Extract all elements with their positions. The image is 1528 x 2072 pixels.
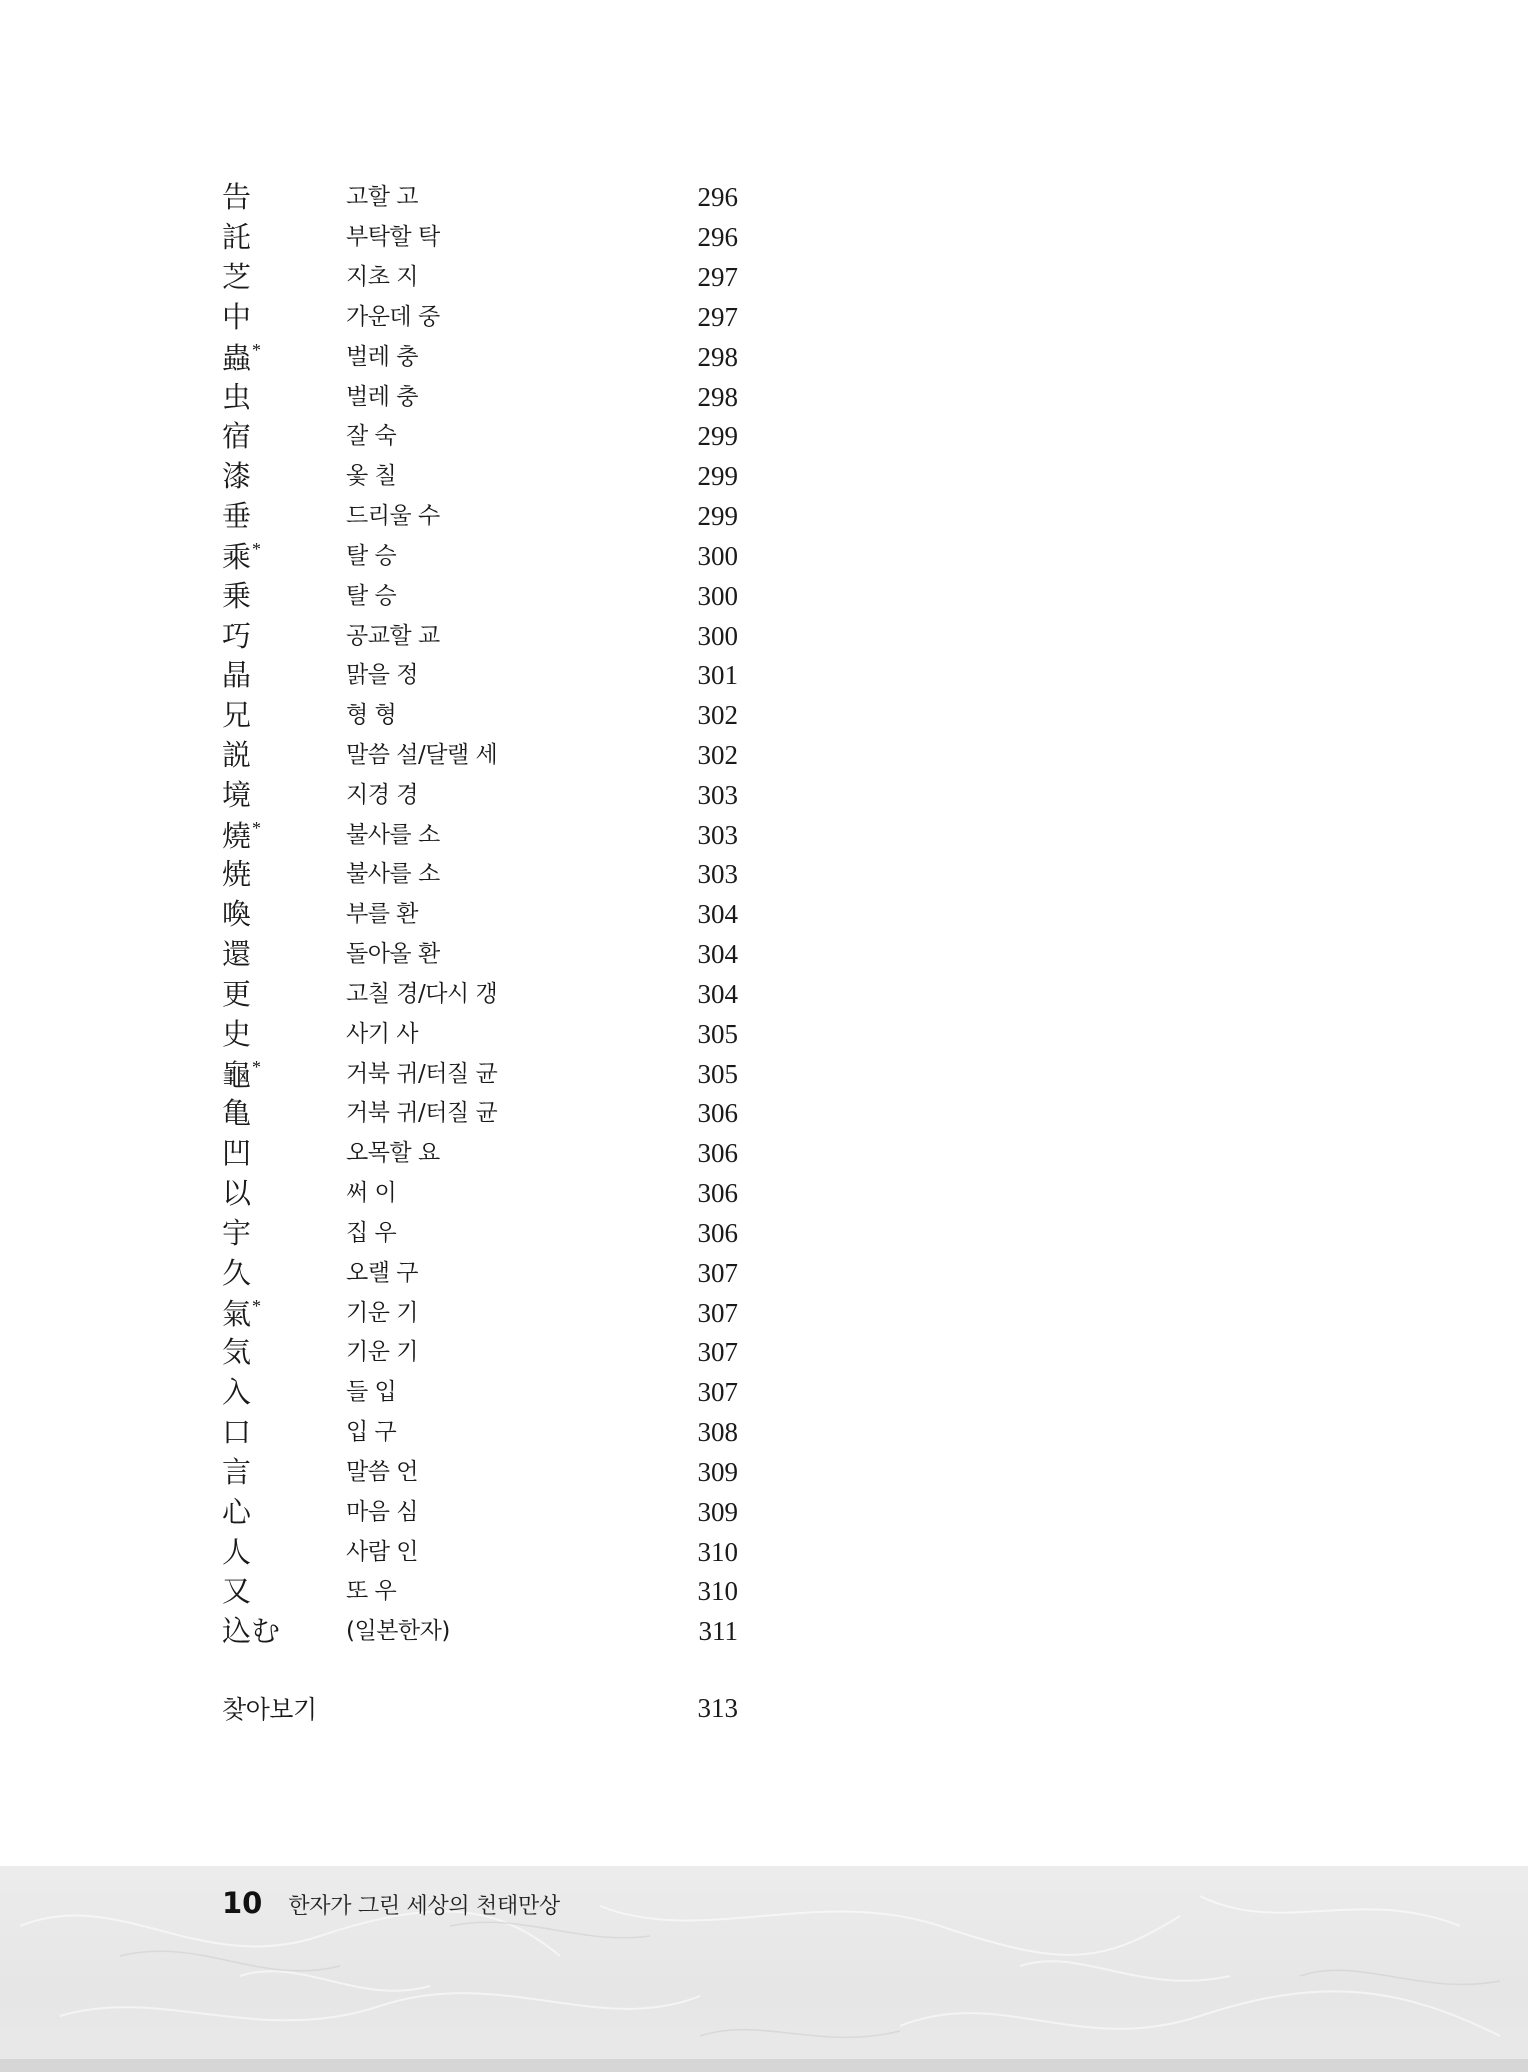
entry-hanja	[222, 1057, 346, 1093]
toc-entry	[222, 855, 738, 895]
entry-page-number: 304	[697, 939, 738, 970]
entry-hanja	[222, 777, 346, 812]
toc-entry	[222, 1054, 738, 1094]
entry-meaning: 거북 귀/터질 균	[346, 1100, 498, 1127]
entry-page-number: 310	[697, 1536, 738, 1567]
entry-hanja-char: 口	[222, 1415, 252, 1450]
entry-meaning: 말씀 설/달랠 세	[346, 742, 498, 768]
entry-hanja-char: 入	[222, 1375, 252, 1410]
entry-meaning: 사기 사	[346, 1020, 418, 1047]
entry-page-number: 298	[697, 341, 738, 372]
entry-hanja	[222, 1096, 346, 1131]
entry-hanja	[222, 1176, 346, 1211]
toc-entry	[222, 1492, 738, 1532]
entry-hanja-char: 乗	[222, 578, 252, 613]
entry-hanja	[222, 340, 346, 376]
entry-meaning: 오목할 요	[346, 1140, 440, 1167]
entry-hanja	[222, 1255, 346, 1290]
toc-list	[222, 178, 738, 1652]
entry-meaning: 지초 지	[346, 264, 418, 291]
entry-page-number: 296	[697, 222, 738, 253]
entry-hanja-char: 氣	[222, 1297, 252, 1332]
toc-entry	[222, 1373, 738, 1413]
entry-meaning: 벌레 충	[346, 343, 418, 370]
entry-hanja	[222, 1136, 346, 1171]
toc-entry	[222, 1094, 738, 1134]
entry-page-number: 311	[698, 1616, 738, 1647]
toc-entry	[222, 935, 738, 975]
entry-page-number: 303	[697, 779, 738, 810]
entry-meaning: 벌레 충	[346, 383, 418, 410]
index-page-number: 313	[697, 1692, 738, 1723]
entry-hanja	[222, 1534, 346, 1569]
toc-entry	[222, 1612, 738, 1652]
entry-meaning: 들 입	[346, 1379, 397, 1406]
toc-entry	[222, 457, 738, 497]
entry-meaning: 부탁할 탁	[346, 224, 440, 251]
entry-meaning: 탈 승	[346, 542, 397, 569]
entry-hanja-char: 兄	[222, 698, 252, 733]
entry-meaning: 가운데 중	[346, 303, 440, 330]
entry-meaning: 지경 경	[346, 781, 418, 808]
entry-hanja-char: 宿	[222, 419, 252, 454]
entry-hanja	[222, 1614, 346, 1649]
entry-page-number: 309	[697, 1456, 738, 1487]
entry-hanja	[222, 1375, 346, 1410]
entry-hanja	[222, 857, 346, 892]
toc-entry	[222, 218, 738, 258]
toc-entry	[222, 1134, 738, 1174]
entry-hanja-char: 還	[222, 937, 252, 972]
entry-page-number: 296	[697, 182, 738, 213]
index-label: 찾아보기	[222, 1695, 317, 1724]
entry-page-number: 297	[697, 262, 738, 293]
entry-page-number: 307	[697, 1337, 738, 1368]
entry-hanja-char: 巧	[222, 618, 252, 653]
entry-page-number: 305	[697, 1058, 738, 1089]
toc-entry	[222, 895, 738, 935]
toc-entry	[222, 576, 738, 616]
entry-page-number: 300	[697, 540, 738, 571]
entry-hanja-char: 託	[222, 220, 252, 255]
entry-meaning: 사람 인	[346, 1538, 418, 1565]
entry-asterisk: *	[252, 818, 262, 839]
entry-hanja	[222, 818, 346, 854]
toc-entry	[222, 178, 738, 218]
entry-page-number: 306	[697, 1138, 738, 1169]
entry-meaning: 기운 기	[346, 1339, 418, 1366]
entry-hanja-char: 垂	[222, 499, 252, 534]
entry-meaning: 입 구	[346, 1419, 397, 1446]
toc-entry	[222, 1293, 738, 1333]
toc-entry	[222, 775, 738, 815]
entry-meaning: 말씀 언	[346, 1458, 418, 1485]
toc-index-entry	[222, 1688, 738, 1728]
entry-hanja-char: 以	[222, 1176, 252, 1211]
entry-asterisk: *	[252, 539, 262, 560]
entry-hanja-char: 喚	[222, 897, 252, 932]
entry-meaning: 거북 귀/터질 균	[346, 1060, 498, 1087]
toc-entry	[222, 1014, 738, 1054]
entry-hanja-char: 気	[222, 1335, 252, 1370]
entry-hanja-char: 虫	[222, 379, 252, 414]
entry-hanja-char: 晶	[222, 658, 252, 693]
entry-hanja	[222, 220, 346, 255]
toc-entry	[222, 1572, 738, 1612]
entry-page-number: 300	[697, 620, 738, 651]
entry-hanja-char: 燒	[222, 819, 252, 854]
entry-page-number: 304	[697, 899, 738, 930]
entry-hanja-char: 蟲	[222, 341, 252, 376]
entry-hanja-char: 乘	[222, 540, 252, 575]
entry-page-number: 302	[697, 740, 738, 770]
entry-hanja-char: 人	[222, 1534, 252, 1569]
entry-page-number: 303	[697, 859, 738, 890]
entry-hanja	[222, 180, 346, 215]
entry-meaning: 또 우	[346, 1578, 397, 1605]
entry-meaning: 고할 고	[346, 184, 418, 211]
entry-hanja	[222, 738, 346, 772]
entry-page-number: 297	[697, 301, 738, 332]
entry-meaning: 형 형	[346, 702, 397, 729]
entry-page-number: 306	[697, 1217, 738, 1248]
entry-hanja-char: 告	[222, 180, 252, 215]
entry-hanja	[222, 1296, 346, 1332]
toc-entry	[222, 1253, 738, 1293]
entry-meaning: 탈 승	[346, 582, 397, 609]
entry-hanja-char: 史	[222, 1016, 252, 1051]
entry-page-number: 307	[697, 1297, 738, 1328]
toc-entry	[222, 696, 738, 736]
entry-hanja-char: 中	[222, 299, 252, 334]
toc-entry	[222, 1532, 738, 1572]
entry-page-number: 298	[697, 381, 738, 412]
entry-hanja	[222, 937, 346, 972]
toc-entry	[222, 1174, 738, 1214]
entry-meaning: 드리울 수	[346, 503, 440, 530]
entry-hanja	[222, 976, 346, 1011]
entry-hanja-char: 説	[222, 738, 252, 772]
entry-hanja-char: 芝	[222, 260, 252, 295]
entry-hanja	[222, 1016, 346, 1051]
entry-meaning: 써 이	[346, 1180, 397, 1207]
entry-hanja	[222, 658, 346, 693]
toc-entry	[222, 1214, 738, 1254]
entry-page-number: 299	[697, 501, 738, 532]
entry-hanja	[222, 1215, 346, 1250]
entry-meaning: 마음 심	[346, 1498, 418, 1525]
entry-page-number: 305	[697, 1018, 738, 1049]
entry-page-number: 301	[697, 660, 738, 691]
entry-meaning: 옻 칠	[346, 463, 397, 490]
entry-meaning: 맑을 정	[346, 662, 418, 689]
entry-page-number: 309	[697, 1496, 738, 1527]
footer-page-number: 10	[222, 1886, 263, 1920]
entry-page-number: 303	[697, 819, 738, 850]
toc-entry	[222, 377, 738, 417]
entry-page-number: 304	[697, 978, 738, 1009]
page-footer	[0, 1866, 1528, 2072]
entry-hanja	[222, 539, 346, 575]
entry-hanja	[222, 1494, 346, 1529]
entry-hanja	[222, 578, 346, 613]
entry-page-number: 302	[697, 700, 738, 731]
entry-hanja	[222, 379, 346, 414]
entry-hanja	[222, 1454, 346, 1489]
footer-book-title: 한자가 그린 세상의 천태만상	[288, 1894, 560, 1919]
entry-hanja-char: 宇	[222, 1215, 252, 1250]
toc-entry	[222, 815, 738, 855]
entry-hanja	[222, 299, 346, 334]
entry-page-number: 307	[697, 1377, 738, 1408]
footer-bottom-strip	[0, 2059, 1528, 2072]
entry-hanja-char: 更	[222, 976, 252, 1011]
entry-hanja-char: 又	[222, 1574, 252, 1609]
entry-hanja	[222, 499, 346, 534]
entry-meaning: 오랠 구	[346, 1259, 418, 1286]
toc-entry	[222, 297, 738, 337]
entry-hanja-char: 龜	[222, 1058, 252, 1093]
toc-entry	[222, 736, 738, 776]
entry-meaning: 기운 기	[346, 1299, 418, 1326]
toc-entry	[222, 616, 738, 656]
toc-entry	[222, 497, 738, 537]
entry-meaning: 잘 숙	[346, 423, 397, 450]
toc-entry	[222, 337, 738, 377]
entry-hanja-char: 込む	[222, 1614, 281, 1649]
entry-hanja	[222, 897, 346, 932]
toc-entry	[222, 1333, 738, 1373]
entry-hanja-char: 久	[222, 1255, 252, 1290]
entry-page-number: 310	[697, 1576, 738, 1607]
entry-hanja	[222, 698, 346, 733]
entry-hanja	[222, 1335, 346, 1370]
entry-hanja-char: 凹	[222, 1136, 252, 1171]
entry-hanja-char: 焼	[222, 857, 252, 892]
entry-hanja	[222, 459, 346, 494]
entry-page-number: 306	[697, 1178, 738, 1209]
entry-hanja-char: 漆	[222, 459, 252, 494]
entry-meaning: 부를 환	[346, 901, 418, 928]
entry-meaning: 공교할 교	[346, 622, 440, 649]
entry-asterisk: *	[252, 1057, 262, 1078]
entry-page-number: 299	[697, 421, 738, 452]
entry-hanja	[222, 1574, 346, 1609]
entry-meaning: 돌아올 환	[346, 941, 440, 968]
entry-hanja	[222, 419, 346, 454]
toc-entry	[222, 656, 738, 696]
entry-page-number: 306	[697, 1098, 738, 1129]
toc-entry	[222, 1453, 738, 1493]
toc-entry	[222, 975, 738, 1015]
entry-hanja	[222, 618, 346, 653]
entry-asterisk: *	[252, 340, 262, 361]
toc-entry	[222, 258, 738, 298]
entry-meaning: 집 우	[346, 1219, 397, 1246]
entry-meaning: (일본한자)	[346, 1618, 450, 1645]
entry-hanja-char: 亀	[222, 1096, 252, 1131]
entry-page-number: 299	[697, 461, 738, 492]
entry-hanja	[222, 1415, 346, 1450]
entry-meaning: 고칠 경/다시 갱	[346, 980, 498, 1007]
entry-hanja-char: 言	[222, 1454, 252, 1489]
entry-asterisk: *	[252, 1296, 262, 1317]
entry-hanja-char: 心	[222, 1494, 252, 1529]
toc-entry	[222, 1413, 738, 1453]
toc-entry	[222, 536, 738, 576]
entry-page-number: 307	[697, 1257, 738, 1288]
entry-page-number: 308	[697, 1417, 738, 1448]
entry-meaning: 불사를 소	[346, 821, 440, 848]
toc-entry	[222, 417, 738, 457]
entry-meaning: 불사를 소	[346, 861, 440, 888]
entry-page-number: 300	[697, 580, 738, 611]
entry-hanja	[222, 260, 346, 295]
entry-hanja-char: 境	[222, 777, 252, 812]
